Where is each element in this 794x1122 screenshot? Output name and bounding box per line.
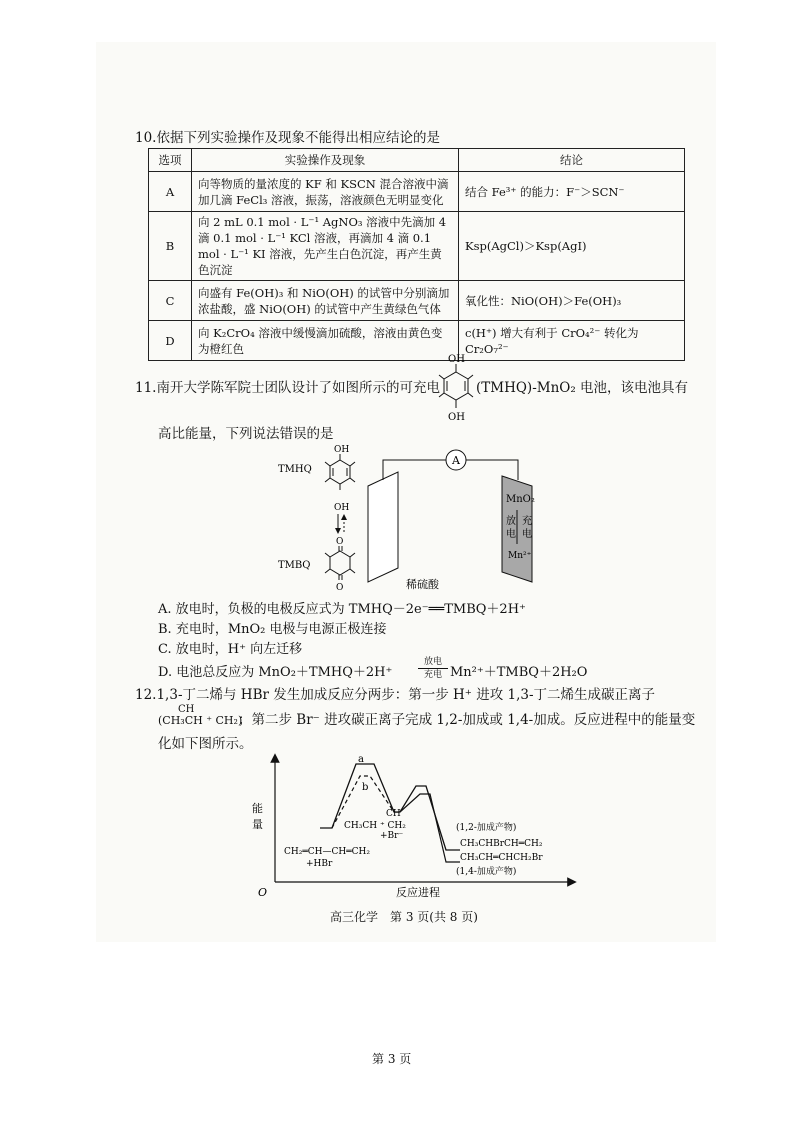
equilibrium-arrow xyxy=(418,668,448,669)
q11-option-c: C. 放电时，H⁺ 向左迁移 xyxy=(158,642,303,657)
wire-right xyxy=(466,460,518,480)
intermediate-label: CH₃CH ⁺ CH₂ xyxy=(344,821,406,831)
o-label: O xyxy=(336,537,344,547)
y-axis-label-1: 能 xyxy=(252,802,263,815)
table-row xyxy=(149,172,685,212)
arrow-bottom-label: 充电 xyxy=(423,670,442,680)
methyl-bond xyxy=(325,478,330,482)
quinone-ring xyxy=(330,551,350,575)
table-row xyxy=(149,321,685,361)
q11-stem-part3: 高比能量，下列说法错误的是 xyxy=(158,426,334,442)
methyl-bond xyxy=(350,553,355,557)
row-option: A xyxy=(149,172,192,212)
q11-option-b: B. 充电时，MnO₂ 电极与电源正极连接 xyxy=(158,622,387,637)
q11-option-d-arrow xyxy=(418,657,448,680)
intermediate-br: +Br⁻ xyxy=(380,831,404,841)
tmhq-label: TMHQ xyxy=(278,464,312,475)
battery-diagram xyxy=(270,440,570,596)
page-number: 第 3 页 xyxy=(372,1052,412,1066)
methyl-bond xyxy=(325,462,330,466)
acid-label: 稀硫酸 xyxy=(406,578,439,591)
row-operation: 向 2 mL 0.1 mol · L⁻¹ AgNO₃ 溶液中先滴加 4 滴 0.1 mol · L⁻¹ KCl 溶液，再滴加 4 滴 0.1 mol · L⁻¹ KI 溶液，先产生白色沉淀，再产生黄色沉淀 xyxy=(192,212,459,281)
curve-to-14 xyxy=(400,794,460,862)
q12-line1: 12.1,3-丁二烯与 HBr 发生加成反应分两步：第一步 H⁺ 进攻 1,3-丁二烯生成碳正离子 xyxy=(135,687,656,703)
o-label: O xyxy=(336,583,344,593)
table-header-row xyxy=(149,149,685,172)
product-12: CH₃CHBrCH═CH₂ xyxy=(460,839,543,849)
product-12-label: (1,2-加成产物) xyxy=(456,823,517,833)
methyl-bond xyxy=(439,375,444,379)
row-operation: 向盛有 Fe(OH)₃ 和 NiO(OH) 的试管中分别滴加浓盐酸，盛 NiO(OH) 的试管中产生黄绿色气体 xyxy=(192,281,459,321)
arrowhead xyxy=(341,514,347,520)
arrowhead xyxy=(335,528,341,534)
path-b-label: b xyxy=(362,782,369,793)
table-row xyxy=(149,281,685,321)
row-conclusion: 氧化性：NiO(OH)＞Fe(OH)₃ xyxy=(459,281,685,321)
product-14: CH₃CH═CHCH₂Br xyxy=(460,853,543,863)
ammeter-label: A xyxy=(452,454,460,467)
header-operation: 实验操作及现象 xyxy=(192,149,459,172)
arrow-top-label: 放电 xyxy=(423,657,442,667)
reactant-hbr: +HBr xyxy=(306,859,333,869)
methyl-bond xyxy=(350,462,355,466)
intermediate-top: CH xyxy=(386,809,401,819)
header-conclusion: 结论 xyxy=(459,149,685,172)
row-operation: 向 K₂CrO₄ 溶液中缓慢滴加硫酸，溶液由黄色变为橙红色 xyxy=(192,321,459,361)
row-conclusion: c(H⁺) 增大有利于 CrO₄²⁻ 转化为 Cr₂O₇²⁻ xyxy=(459,321,685,361)
energy-diagram xyxy=(250,750,580,900)
tmhq-inline-structure xyxy=(438,352,474,424)
tmbq-label: TMBQ xyxy=(278,560,311,571)
oh-label: OH xyxy=(448,412,465,423)
row-option: D xyxy=(149,321,192,361)
methyl-bond xyxy=(439,393,444,397)
row-option: B xyxy=(149,212,192,281)
methyl-bond xyxy=(468,375,473,379)
q10-stem: 10.依据下列实验操作及现象不能得出相应结论的是 xyxy=(135,130,440,146)
product-14-label: (1,4-加成产物) xyxy=(456,867,517,877)
q12-line3: 化如下图所示。 xyxy=(158,736,253,752)
reactant-label: CH₂═CH—CH═CH₂ xyxy=(284,847,370,857)
methyl-bond xyxy=(325,569,330,573)
row-conclusion: Ksp(AgCl)＞Ksp(AgI) xyxy=(459,212,685,281)
discharge-label-1: 放 xyxy=(506,516,516,527)
mn2-label: Mn²⁺ xyxy=(508,551,532,561)
q11-option-a: A. 放电时，负极的电极反应式为 TMHQ－2e⁻══TMBQ＋2H⁺ xyxy=(158,602,526,617)
y-axis-label-2: 量 xyxy=(252,818,263,831)
header-option: 选项 xyxy=(149,149,192,172)
page-footer: 高三化学 第 3 页(共 8 页) xyxy=(330,910,478,924)
charge-label-1: 充 xyxy=(522,516,532,527)
mno2-label: MnO₂ xyxy=(506,494,535,505)
methyl-bond xyxy=(350,569,355,573)
q11-option-d-part2: Mn²⁺＋TMBQ＋2H₂O xyxy=(450,665,588,680)
q11-stem-part1: 11.南开大学陈军院士团队设计了如图所示的可充电 xyxy=(135,380,440,396)
table-row xyxy=(149,212,685,281)
methyl-bond xyxy=(325,553,330,557)
benzene-ring xyxy=(444,372,468,400)
path-a-label: a xyxy=(358,754,364,765)
methyl-bond xyxy=(468,393,473,397)
origin-label: O xyxy=(258,886,268,899)
q12-ion-top: CH xyxy=(178,704,195,715)
oh-label: OH xyxy=(334,503,350,513)
methyl-bond xyxy=(350,478,355,482)
row-conclusion: 结合 Fe³⁺ 的能力：F⁻＞SCN⁻ xyxy=(459,172,685,212)
oh-label: OH xyxy=(334,445,350,455)
q11-stem-part2: (TMHQ)-MnO₂ 电池，该电池具有 xyxy=(476,380,689,396)
x-axis-label: 反应进程 xyxy=(396,886,440,899)
charge-label-2: 电 xyxy=(522,529,532,540)
discharge-label-2: 电 xyxy=(506,529,516,540)
row-option: C xyxy=(149,281,192,321)
q12-line2: ；第二步 Br⁻ 进攻碳正离子完成 1,2-加成或 1,4-加成。反应进程中的能量变 xyxy=(238,712,696,728)
q12-ion: (CH₃CH ⁺ CH₂) xyxy=(158,714,243,727)
q10-table xyxy=(148,148,685,361)
q11-option-d-part1: D. 电池总反应为 MnO₂＋TMHQ＋2H⁺ xyxy=(158,665,393,680)
row-operation: 向等物质的量浓度的 KF 和 KSCN 混合溶液中滴加几滴 FeCl₃ 溶液，振荡，溶液颜色无明显变化 xyxy=(192,172,459,212)
oh-label: OH xyxy=(448,354,465,365)
left-electrode xyxy=(368,472,398,582)
